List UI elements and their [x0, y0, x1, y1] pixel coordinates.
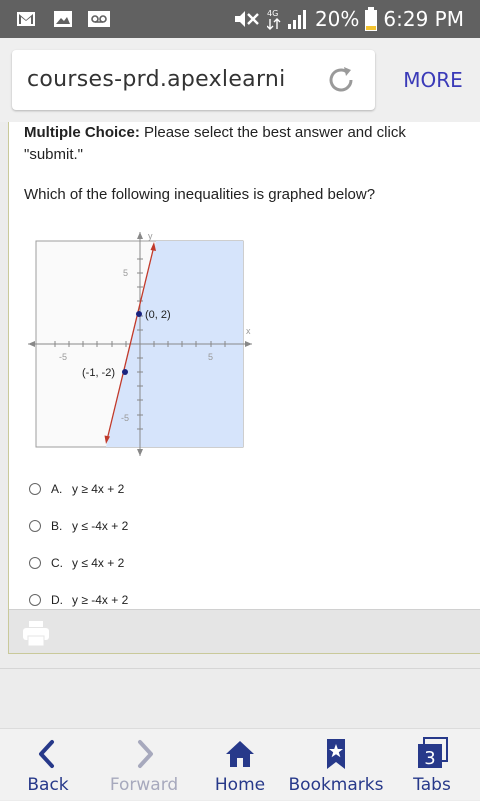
bookmark-icon [319, 737, 353, 771]
choice-d[interactable] [29, 589, 229, 608]
choice-text: y ≥ 4x + 2 [72, 482, 125, 496]
radio-button[interactable] [29, 594, 41, 606]
home-icon [223, 737, 257, 771]
more-button[interactable]: MORE [403, 68, 463, 92]
browser-toolbar [0, 38, 480, 122]
y-axis-label: y [148, 231, 153, 241]
svg-text:4G: 4G [266, 9, 279, 18]
address-bar[interactable] [12, 50, 375, 110]
question-prompt: Which of the following inequalities is graphed below? [24, 186, 376, 203]
choice-text: y ≤ 4x + 2 [72, 556, 125, 570]
point-0-2 [136, 311, 142, 317]
back-label: Back [27, 775, 69, 795]
clock: 6:29 PM [383, 7, 464, 31]
tabs-label: Tabs [413, 775, 451, 795]
reload-icon[interactable] [325, 64, 357, 96]
bookmarks-label: Bookmarks [288, 775, 384, 795]
back-button[interactable] [0, 737, 96, 801]
bookmarks-button[interactable] [288, 737, 384, 801]
x-axis-label: x [246, 326, 251, 336]
forward-label: Forward [109, 775, 179, 795]
print-icon[interactable] [21, 618, 51, 648]
instructions [24, 122, 454, 166]
instruction-label: Multiple Choice: [24, 124, 140, 141]
choice-b[interactable] [29, 515, 229, 537]
gallery-icon [53, 9, 73, 29]
forward-arrow-icon [127, 737, 161, 771]
mute-icon [233, 8, 261, 30]
status-bar [0, 0, 480, 38]
voicemail-icon [88, 9, 110, 29]
point-0-2-label: (0, 2) [145, 309, 171, 321]
data-icon [267, 7, 281, 31]
choice-letter: A. [51, 482, 63, 496]
point-neg1-neg2 [122, 369, 128, 375]
x-tick-label-neg: -5 [59, 352, 68, 362]
divider [0, 668, 480, 669]
url-text[interactable]: courses-prd.apexlearni [27, 67, 286, 92]
bottom-navigation [0, 728, 480, 800]
forward-button[interactable] [96, 737, 192, 801]
question-panel [8, 122, 480, 654]
x-tick-label-pos: 5 [208, 352, 214, 362]
question-body [9, 122, 480, 608]
signal-icon [287, 8, 309, 30]
battery-icon [365, 7, 377, 31]
gmail-icon [16, 9, 36, 29]
y-tick-label-neg: -5 [121, 413, 130, 423]
radio-button[interactable] [29, 483, 41, 495]
tabs-button[interactable] [384, 737, 480, 801]
print-bar [9, 609, 480, 653]
choice-a[interactable] [29, 478, 229, 500]
point-neg1-neg2-label: (-1, -2) [82, 367, 115, 379]
back-arrow-icon [31, 737, 65, 771]
choice-text: y ≥ -4x + 2 [72, 593, 129, 607]
inequality-graph [24, 226, 259, 461]
battery-percent: 20% [314, 7, 360, 31]
choice-letter: D. [51, 593, 63, 607]
home-button[interactable] [192, 737, 288, 801]
radio-button[interactable] [29, 557, 41, 569]
choice-letter: C. [51, 556, 63, 570]
panel-border [8, 653, 480, 654]
choice-text: y ≤ -4x + 2 [72, 519, 129, 533]
home-label: Home [214, 775, 266, 795]
choice-letter: B. [51, 519, 63, 533]
radio-button[interactable] [29, 520, 41, 532]
choice-c[interactable] [29, 552, 229, 574]
y-tick-label-pos: 5 [123, 268, 129, 278]
instruction-text: Please select the best answer and click "submit." [24, 124, 406, 163]
tab-count: 3 [424, 748, 436, 769]
tabs-icon [415, 737, 449, 771]
